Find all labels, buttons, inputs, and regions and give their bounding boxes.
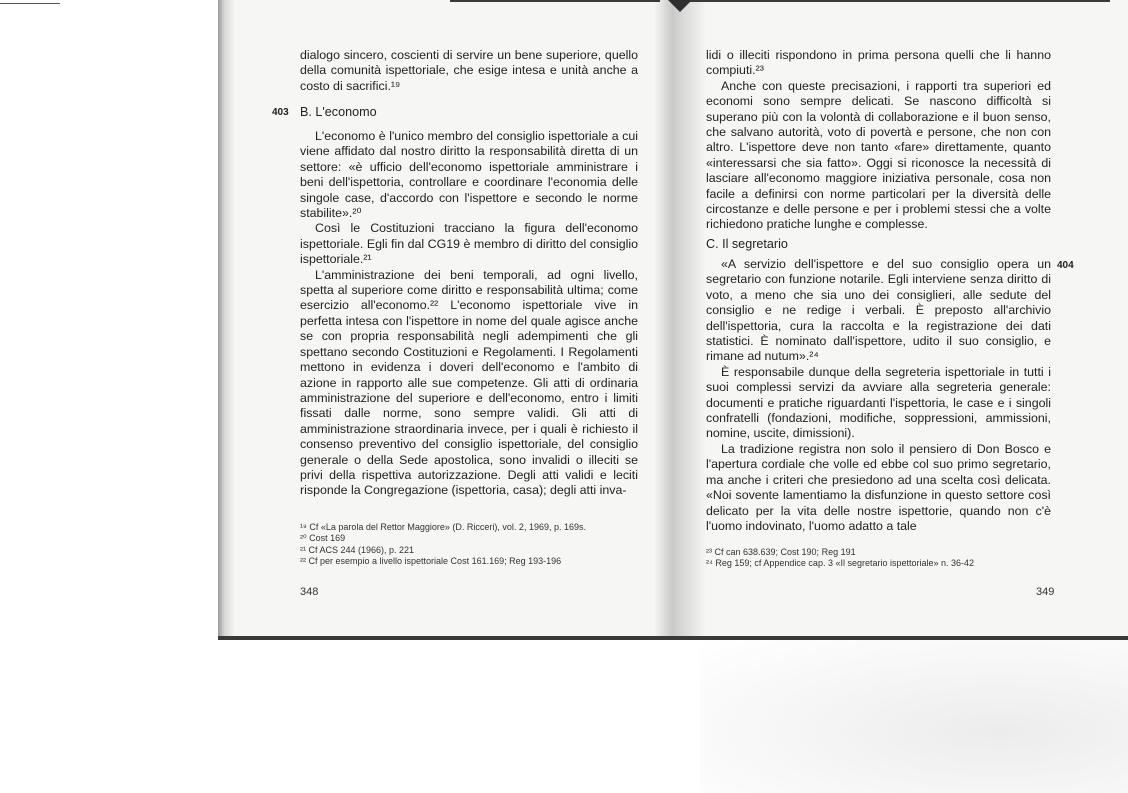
left-page-top-text bbox=[300, 48, 638, 94]
paragraph: «A servizio dell'ispettore e del suo consiglio opera un segretario con funzione notarile. Egli interviene senza diritto di voto, a meno che sia uno dei consiglieri, alle sedute del consiglio e ne redige i verbali. È preposto all'archivio dell'ispettoria, cura la raccolta e la registrazione dei dati statistici. È nominato dall'ispettore, udito il suo consiglio, e rimane ad nutum».²⁴ bbox=[706, 257, 1051, 364]
footnote: ¹⁹ Cf «La parola del Rettor Maggiore» (D. Ricceri), vol. 2, 1969, p. 169s. bbox=[300, 522, 586, 532]
top-page-edge-left bbox=[450, 0, 660, 2]
margin-number-right: 404 bbox=[1057, 260, 1074, 271]
footnote: ²² Cf per esempio a livello ispettoriale Cost 161.169; Reg 193-196 bbox=[300, 556, 562, 567]
footnote: ²¹ Cf ACS 244 (1966), p. 221 bbox=[300, 544, 415, 555]
section-heading: C. Il segretario bbox=[706, 237, 788, 251]
scan-background-shading bbox=[700, 640, 1128, 793]
paragraph: L'amministrazione dei beni temporali, ad ogni livello, spetta al superiore come diritto e responsabilità ultima; come esercizio all'economo.²² L'economo ispettoriale vive in perfetta intesa con l'ispettore in nome del quale agisce anche se con propria responsabilità negli adempimenti che gli spettano secondo Costituzioni e Regolamenti. I Regolamenti mettono in evidenza i doveri dell'economo e l'ambito di azione in rapporto alle sue competenze. Gli atti di ordinaria amministrazione del superiore e dell'economo, entro i limiti fissati dalle norme, sono sempre validi. Gli atti di amministrazione straordinaria invece, per i quali è richiesto il consenso preventivo del consiglio ispettoriale, del consiglio generale o della Sede apostolica, sono invalidi o illeciti se privi della rispettiva autorizzazione. Degli atti validi e leciti risponde la Congregazione (ispettoria, casa); degli atti inva- bbox=[300, 267, 638, 498]
left-page-body bbox=[300, 129, 638, 499]
paragraph: lidi o illeciti rispondono in prima persona quelli che li hanno compiuti.²³ bbox=[706, 48, 1051, 78]
right-page-footnotes bbox=[706, 547, 1051, 570]
footnote: ²³ Cf can 638.639; Cost 190; Reg 191 bbox=[706, 547, 856, 557]
margin-number-left: 403 bbox=[272, 107, 289, 118]
book-gutter bbox=[655, 0, 705, 640]
top-page-edge-right bbox=[690, 0, 1110, 2]
right-page-body bbox=[706, 257, 1051, 534]
left-page-footnotes bbox=[300, 522, 638, 568]
paragraph: Così le Costituzioni tracciano la figura dell'economo ispettoriale. Egli fin dal CG19 è membro di diritto del consiglio ispettoriale.²¹ bbox=[300, 221, 638, 267]
paragraph: È responsabile dunque della segreteria ispettoriale in tutti i suoi complessi servizi da avviare alla segreteria generale: documenti e pratiche riguardanti l'ispettoria, le case e i singoli confratelli (fondazioni, modifiche, soppressioni, ammissioni, nomine, uscite, dimissioni). bbox=[706, 364, 1051, 441]
page-left-edge-shadow bbox=[218, 0, 234, 640]
page-number-left: 348 bbox=[300, 586, 319, 598]
section-heading: B. L'economo bbox=[300, 105, 377, 119]
right-page-top-text bbox=[706, 48, 1051, 233]
scan-edge-line bbox=[0, 3, 60, 4]
page-number-right: 349 bbox=[1036, 586, 1055, 598]
right-page-heading-block bbox=[706, 237, 1051, 252]
paragraph: L'economo è l'unico membro del consiglio ispettoriale a cui viene affidato dal nostro diritto la responsabilità diretta di un settore: «è ufficio dell'economo ispettoriale amministrare i beni dell'ispettoria, controllare e coordinare l'economia delle singole case, d'accordo con l'ispettore e secondo le norme stabilite».²⁰ bbox=[300, 129, 638, 221]
footnote: ²⁰ Cost 169 bbox=[300, 533, 346, 544]
paragraph: La tradizione registra non solo il pensiero di Don Bosco e l'apertura cordiale che volle ed ebbe col suo primo segretario, ma anche i criteri che presiedono ad una scelta così delicata. «Noi sovente lamentiamo la disfunzione in questo settore così delicato per la vita delle nostre ispettorie, quando non c'è l'uomo indovinato, l'uomo adatto a tale bbox=[706, 441, 1051, 533]
left-page-heading-block bbox=[300, 105, 638, 120]
footnote: ²⁴ Reg 159; cf Appendice cap. 3 «Il segretario ispettoriale» n. 36-42 bbox=[706, 558, 975, 569]
paragraph: dialogo sincero, coscienti di servire un bene superiore, quello della comunità ispettoriale, che esige intesa e unità anche a costo di sacrifici.¹⁹ bbox=[300, 48, 638, 93]
paragraph: Anche con queste precisazioni, i rapporti tra superiori ed economi sono sempre delicati. Se nascono difficoltà si superano più con la volontà di collaborazione e il buon senso, che salvano autorità, voto di povertà e persone, che non con altro. L'ispettore deve non tanto «fare» direttamente, quanto «interessarsi che sia fatto». Oggi si riconosce la necessità di lasciare all'economo maggiore iniziativa personale, cosa non facile a definirsi con norme particolari per la diversità delle circostanze e delle persone e per i problemi stessi che a volte richiedono pratiche lunghe e complesse. bbox=[706, 78, 1051, 232]
